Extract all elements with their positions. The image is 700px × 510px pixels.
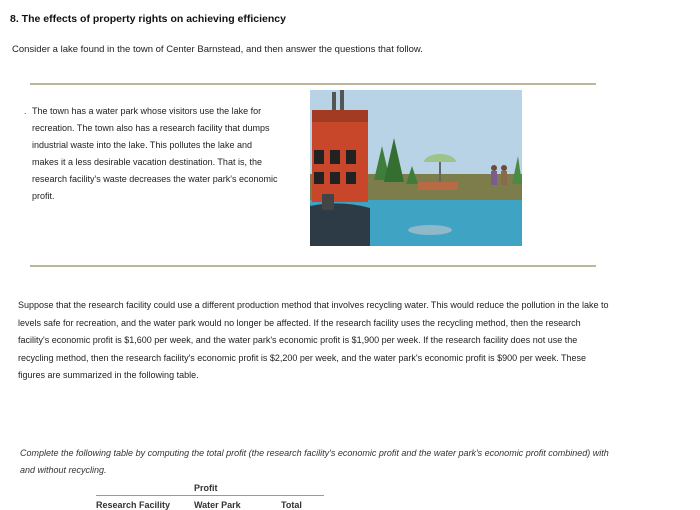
table-header-rule [96, 495, 324, 496]
person-icon [491, 165, 497, 171]
factory-window [314, 150, 324, 164]
details-line: levels safe for recreation, and the water park would no longer be affected. If the research facility uses the recycling method, then the research [18, 317, 581, 328]
section-divider-bottom [30, 265, 596, 267]
scenario-line: industrial waste into the lake. This pollutes the lake and [32, 140, 252, 150]
column-header-research-facility: Research Facility [96, 500, 171, 510]
details-line: figures are summarized in the following table. [18, 370, 199, 380]
person-body [501, 171, 507, 185]
person-icon [501, 165, 507, 171]
factory-roof [312, 110, 368, 122]
smokestack [340, 90, 344, 110]
person-body [491, 171, 497, 185]
column-header-water-park: Water Park [194, 500, 241, 510]
bullet-icon: . [24, 106, 27, 116]
scenario-line: profit. [32, 191, 55, 201]
polluted-water [310, 203, 370, 246]
factory-window [314, 172, 324, 184]
table-group-header: Profit [194, 483, 218, 493]
umbrella-pole [439, 162, 441, 182]
scenario-line: research facility's waste decreases the water park's economic [32, 174, 278, 184]
scenario-text [32, 103, 304, 205]
section-divider-top [30, 83, 596, 85]
water-ripple [408, 225, 452, 235]
lake-illustration [310, 90, 522, 246]
instruction-text [20, 445, 685, 479]
waste-pipe [322, 194, 334, 210]
factory-window [330, 150, 340, 164]
smokestack [332, 92, 336, 110]
question-intro: Consider a lake found in the town of Center Barnstead, and then answer the questions that follow. [12, 44, 423, 55]
scenario-line: The town has a water park whose visitors use the lake for [32, 106, 262, 116]
details-line: recycling method, then the research facility's economic profit is $2,200 per week, and the water park's economic profit is $900 per week. These [18, 352, 587, 363]
details-paragraph [18, 297, 683, 385]
factory-window [346, 172, 356, 184]
factory-window [330, 172, 340, 184]
instruction-line: Complete the following table by computing the total profit (the research facility's economic profit and the water park's economic profit combined) with [20, 448, 609, 458]
details-line: facility's economic profit is $1,600 per week, and the water park's economic profit is $1,900 per week. If the research facility does not use the [18, 335, 578, 345]
scenario-line: makes it a less desirable vacation destination. That is, the [32, 157, 262, 167]
beach-chairs [418, 182, 458, 190]
instruction-line: and without recycling. [20, 465, 107, 475]
column-header-total: Total [281, 500, 302, 510]
question-title: 8. The effects of property rights on achieving efficiency [10, 13, 286, 25]
factory-window [346, 150, 356, 164]
scenario-line: recreation. The town also has a research facility that dumps [32, 123, 270, 133]
details-line: Suppose that the research facility could use a different production method that involves recycling water. This would reduce the pollution in the lake to [18, 300, 609, 310]
